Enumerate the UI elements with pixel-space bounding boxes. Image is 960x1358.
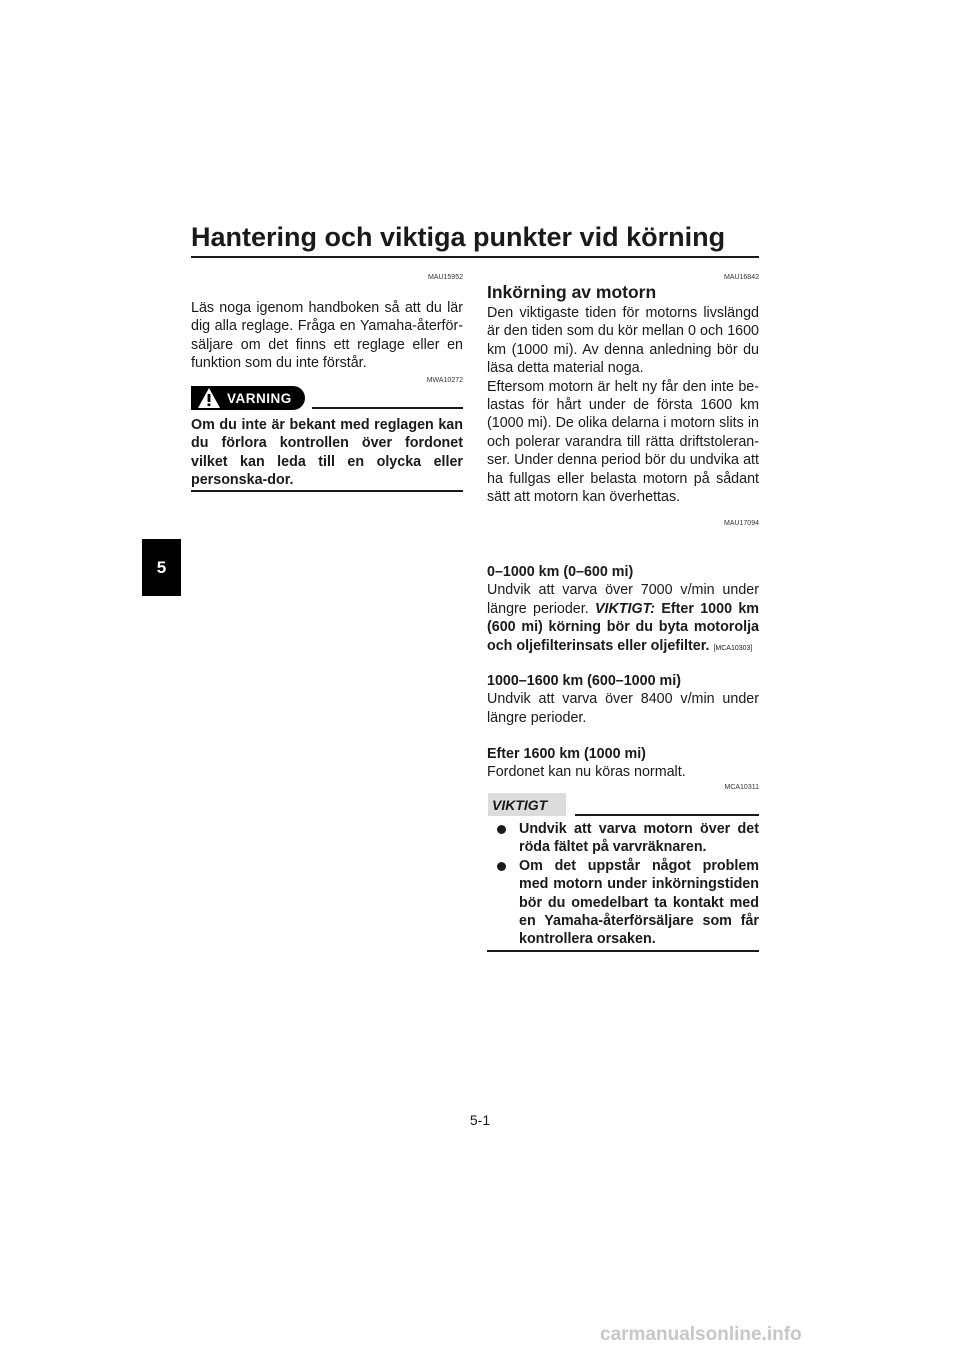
warning-code: MWA10272: [426, 377, 463, 384]
viktigt-bullets: [487, 820, 759, 949]
warning-text: Om du inte är bekant med reglagen kan du förlora kontrollen över fordonet vilket kan leda till en olycka eller personska-dor.: [191, 417, 463, 489]
stage-1-code: [MCA10303]: [713, 644, 753, 652]
stage-3-text: Fordonet kan nu köras normalt.: [487, 764, 686, 781]
bullet-text: Om det uppstår något problem med motorn under inkörningstiden bör du omedelbart ta kontakt med en Yamaha-återförsäljare som får kontrollera orsaken.: [519, 857, 759, 948]
section-heading: Inkörning av motorn: [487, 282, 657, 302]
stage-3-heading: Efter 1600 km (1000 mi): [487, 746, 646, 762]
list-item: [487, 820, 759, 857]
viktigt-top-rule: [575, 814, 759, 816]
warning-top-rule: [312, 407, 463, 409]
stage-2-text: Undvik att varva över 8400 v/min under längre perioder.: [487, 691, 759, 726]
stage-2-heading: 1000–1600 km (600–1000 mi): [487, 673, 681, 689]
breakin-paragraphs: [487, 304, 759, 506]
stage-1-viktigt-label: VIKTIGT:: [594, 600, 656, 617]
section-code: MAU15952: [427, 274, 463, 281]
title-rule: [191, 256, 759, 258]
stage-1: [487, 563, 759, 658]
intro-text: Läs noga igenom handboken så att du lär dig alla reglage. Fråga en Yamaha-återför-säljare om det finns ett reglage eller en funktion som du inte förstår.: [191, 300, 463, 372]
viktigt-badge: VIKTIGT: [488, 793, 566, 816]
stage-1-body: [487, 581, 759, 658]
warning-bottom-rule: [191, 490, 463, 492]
stage-code: MAU17094: [723, 520, 759, 527]
warning-triangle-icon: [197, 387, 221, 409]
page-number: 5-1: [469, 1112, 491, 1128]
bullet-icon: [497, 825, 506, 834]
list-item: [487, 857, 759, 949]
viktigt-code: MCA10311: [724, 784, 759, 791]
watermark: carmanualsonline.info: [600, 1324, 802, 1345]
intro-paragraph: [191, 299, 463, 373]
viktigt-bottom-rule: [487, 950, 759, 952]
chapter-tab: 5: [142, 539, 181, 596]
stage-1-viktigt-text: Efter 1000 km (600 mi) körning bör du byta motorolja och oljefilterinsats eller oljefilter.: [487, 600, 759, 654]
page-title: Hantering och viktiga punkter vid körning: [191, 222, 726, 252]
section-code-right: MAU16842: [723, 274, 759, 281]
stage-1-text: Undvik att varva över 7000 v/min under längre perioder.: [487, 582, 759, 617]
breakin-para-2: Eftersom motorn är helt ny får den inte be-lastas för hårt under de första 1600 km (1000 mi). De olika delarna i motorn slits in och polerar varandra till rätta driftstoleran-ser. Under denna period bör du undvika att ha fullgas eller belasta motorn på sådant sätt att motorn kan överhettas.: [487, 378, 759, 506]
stage-3: [487, 745, 759, 782]
breakin-para-1: Den viktigaste tiden för motorns livslängd är den tiden som du kör mellan 0 och 1600 km (1000 mi). Av denna anledning bör du läsa detta material noga.: [487, 305, 759, 377]
warning-label: VARNING: [227, 390, 292, 406]
stage-1-heading: 0–1000 km (0–600 mi): [487, 564, 634, 580]
warning-badge: [191, 386, 305, 410]
bullet-text: Undvik att varva motorn över det röda fältet på varvräknaren.: [519, 821, 759, 856]
bullet-icon: [497, 862, 506, 871]
stage-2: [487, 672, 759, 727]
